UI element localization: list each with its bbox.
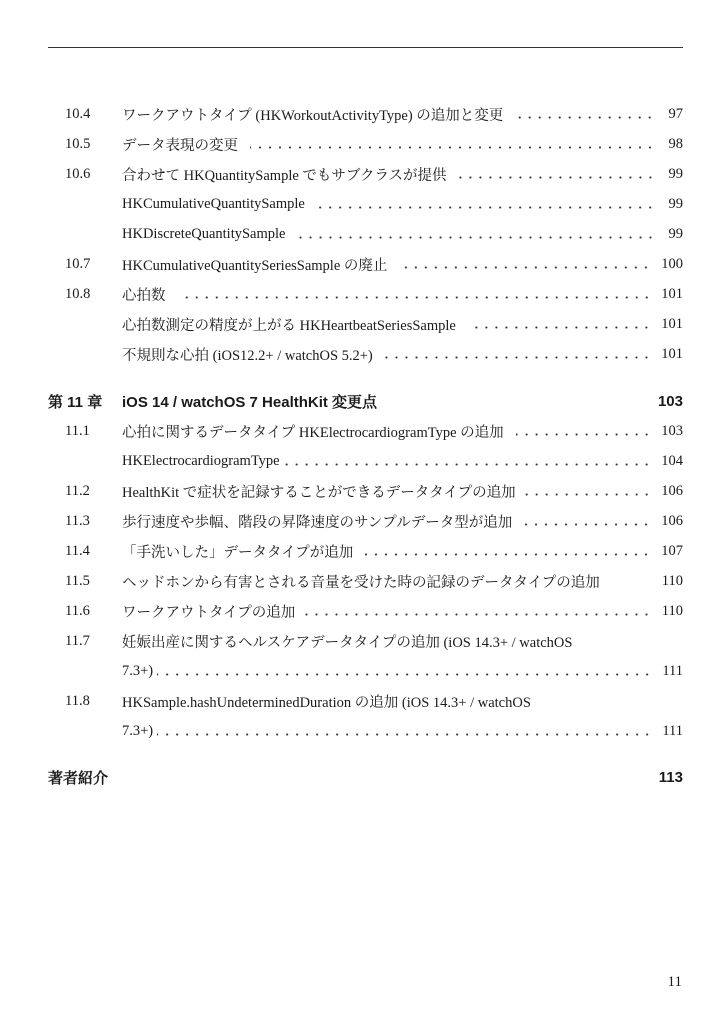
entry-page-number: 111 [662, 662, 683, 679]
toc-entry[interactable] [48, 660, 683, 682]
dot-leader [524, 523, 651, 526]
entry-title-line [122, 196, 683, 213]
dot-leader [515, 116, 655, 119]
toc-entry[interactable] [48, 103, 683, 125]
entry-title-line [122, 134, 683, 155]
entry-number: 10.5 [65, 135, 91, 152]
toc-entry[interactable] [48, 223, 683, 245]
toc-entry[interactable] [48, 193, 683, 215]
toc-entry[interactable] [48, 253, 683, 275]
toc-entry[interactable] [48, 283, 683, 305]
dot-leader [317, 206, 655, 209]
dot-leader [399, 266, 651, 269]
entry-title-line [122, 421, 683, 442]
entry-title: 合わせて HKQuantitySample でもサブクラスが提供 [122, 167, 447, 184]
entry-title-line [122, 541, 683, 562]
dot-leader [459, 176, 655, 179]
entry-page-number: 103 [661, 422, 683, 439]
entry-title: 7.3+) [122, 662, 154, 679]
entry-number: 10.7 [65, 255, 91, 272]
entry-page-number: 103 [657, 392, 683, 410]
entry-page-number: 99 [668, 195, 683, 212]
entry-title-line [122, 391, 683, 412]
toc-entry[interactable] [48, 450, 683, 472]
toc-entry[interactable] [48, 343, 683, 365]
toc-entry[interactable] [48, 420, 683, 442]
entry-title: ワークアウトタイプの追加 [122, 604, 296, 621]
entry-title: 不規則な心拍 (iOS12.2+ / watchOS 5.2+) [122, 347, 373, 364]
page-number: 11 [667, 974, 682, 990]
dot-leader [365, 553, 651, 556]
entry-page-number: 106 [661, 482, 683, 499]
entry-title-line [122, 226, 683, 243]
toc-entry[interactable] [48, 313, 683, 335]
dot-leader [157, 733, 652, 736]
toc-entry[interactable] [48, 720, 683, 742]
entry-title-line [122, 631, 683, 652]
toc-entry[interactable] [48, 570, 683, 592]
entry-page-number: 98 [668, 135, 683, 152]
entry-page-number: 106 [661, 512, 683, 529]
entry-title-line [122, 723, 683, 740]
entry-title-line [122, 344, 683, 365]
entry-title: HKSample.hashUndeterminedDuration の追加 (iOS 14.3+ / watchOS [122, 694, 531, 711]
dot-leader [389, 403, 648, 406]
dot-leader [543, 703, 655, 706]
entry-page-number: 104 [661, 452, 683, 469]
entry-title: iOS 14 / watchOS 7 HealthKit 変更点 [122, 393, 378, 411]
entry-title: HKCumulativeQuantitySeriesSample の廃止 [122, 257, 388, 274]
toc-entry[interactable] [48, 163, 683, 185]
dot-leader [468, 326, 651, 329]
entry-title-line [122, 663, 683, 680]
dot-leader [178, 296, 652, 299]
entry-number: 10.6 [65, 165, 91, 182]
entry-title: データ表現の変更 [122, 137, 238, 154]
entry-title-line [122, 691, 683, 712]
dot-leader [298, 236, 656, 239]
entry-number: 第 11 章 [48, 393, 103, 411]
toc-entry[interactable] [48, 480, 683, 502]
entry-title: ヘッドホンから有害とされる音量を受けた時の記録のデータタイプの追加 [122, 574, 600, 591]
entry-page-number: 99 [668, 165, 683, 182]
entry-title: 歩行速度や歩幅、階段の昇降速度のサンプルデータ型が追加 [122, 514, 513, 531]
dot-leader [385, 356, 651, 359]
entry-title: ワークアウトタイプ (HKWorkoutActivityType) の追加と変更 [122, 107, 504, 124]
toc-entry[interactable] [48, 690, 683, 712]
entry-title-line [122, 571, 683, 592]
dot-leader [134, 779, 649, 782]
entry-title: HKDiscreteQuantitySample [122, 225, 286, 242]
dot-leader [584, 643, 655, 646]
dot-leader [516, 433, 652, 436]
entry-number: 著者紹介 [48, 769, 109, 787]
dot-leader [284, 463, 652, 466]
entry-page-number: 113 [658, 768, 683, 786]
toc-entry[interactable] [48, 600, 683, 622]
toc-entry[interactable] [48, 510, 683, 532]
toc-entry[interactable] [48, 630, 683, 652]
dot-leader [299, 613, 652, 616]
entry-number: 11.7 [65, 632, 90, 649]
entry-title: 7.3+) [122, 722, 154, 739]
dot-leader [520, 493, 652, 496]
toc-chapter-entry[interactable] [48, 390, 683, 412]
entry-number: 10.4 [65, 105, 91, 122]
entry-title-line [122, 254, 683, 275]
entry-number: 11.1 [65, 422, 90, 439]
entry-title: 心拍数測定の精度が上がる HKHeartbeatSeriesSample [122, 317, 456, 334]
dot-leader [250, 146, 655, 149]
entry-page-number: 99 [668, 225, 683, 242]
entry-title-line [122, 769, 683, 786]
entry-page-number: 100 [661, 255, 683, 272]
entry-number: 10.8 [65, 285, 91, 302]
header-rule [48, 47, 683, 48]
dot-leader [612, 583, 652, 586]
entry-number: 11.4 [65, 542, 90, 559]
entry-page-number: 97 [668, 105, 683, 122]
entry-title-line [122, 601, 683, 622]
toc-entry[interactable] [48, 133, 683, 155]
entry-title: 心拍数 [122, 287, 166, 304]
entry-title: HKElectrocardiogramType [122, 452, 280, 469]
entry-title: HealthKit で症状を記録することができるデータタイプの追加 [122, 484, 516, 501]
entry-title-line [122, 314, 683, 335]
dot-leader [157, 673, 652, 676]
entry-title-line [122, 511, 683, 532]
entry-title-line [122, 453, 683, 470]
entry-title: 「手洗いした」データタイプが追加 [122, 544, 354, 561]
entry-title: 心拍に関するデータタイプ HKElectrocardiogramType の追加 [122, 424, 504, 441]
entry-page-number: 101 [661, 285, 683, 302]
entry-title-line [122, 284, 683, 305]
entry-title: HKCumulativeQuantitySample [122, 195, 305, 212]
entry-number: 11.3 [65, 512, 90, 529]
entry-title-line [122, 104, 683, 125]
entry-title-line [122, 481, 683, 502]
entry-title-line [122, 164, 683, 185]
entry-page-number: 110 [661, 572, 683, 589]
entry-title: 妊娠出産に関するヘルスケアデータタイプの追加 (iOS 14.3+ / watchOS [122, 634, 573, 651]
entry-page-number: 110 [661, 602, 683, 619]
entry-page-number: 111 [662, 722, 683, 739]
toc-entry[interactable] [48, 540, 683, 562]
entry-page-number: 101 [661, 345, 683, 362]
entry-page-number: 107 [661, 542, 683, 559]
entry-number: 11.5 [65, 572, 90, 589]
entry-number: 11.8 [65, 692, 90, 709]
entry-page-number: 101 [661, 315, 683, 332]
entry-number: 11.6 [65, 602, 90, 619]
toc-chapter-entry[interactable] [48, 766, 683, 788]
entry-number: 11.2 [65, 482, 90, 499]
